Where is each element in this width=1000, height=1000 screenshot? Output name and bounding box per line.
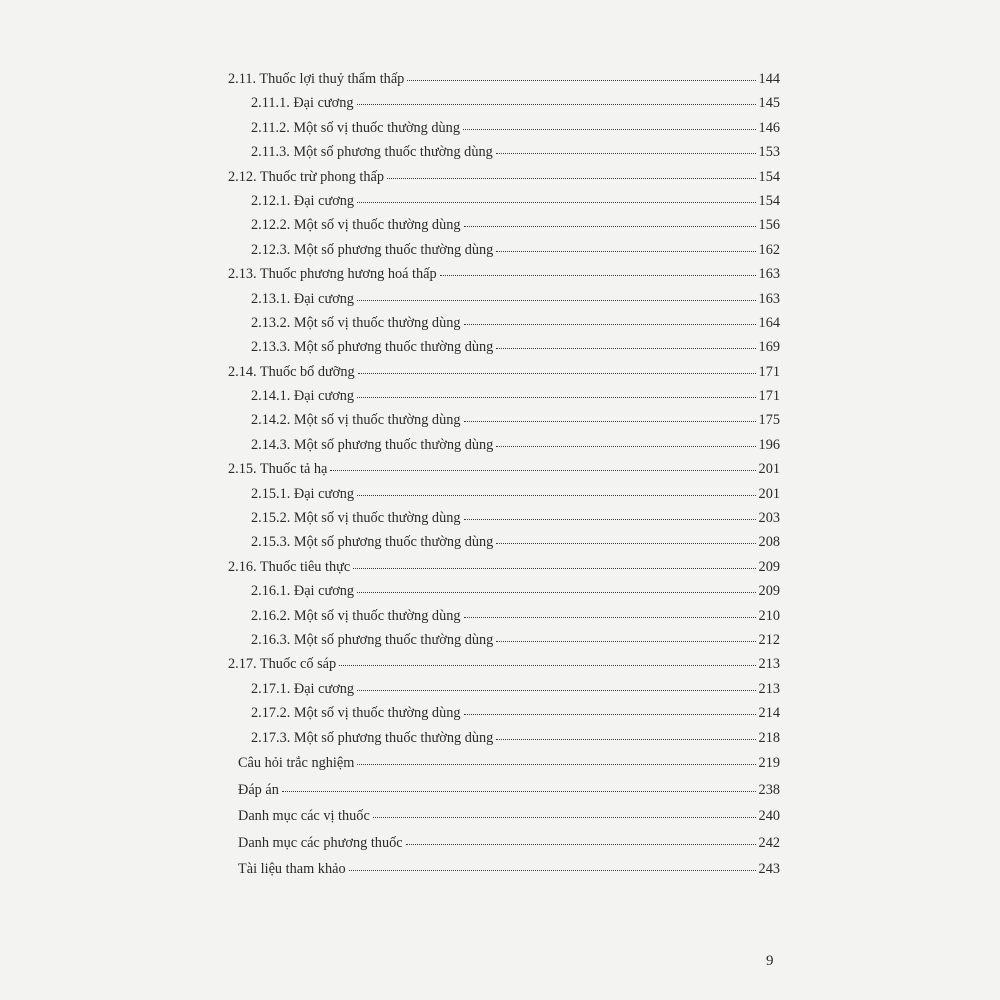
- toc-entry: [228, 287, 780, 311]
- toc-entry: [228, 856, 780, 883]
- toc-entry-page: 203: [758, 510, 780, 527]
- dot-leader: [357, 483, 755, 496]
- toc-entry: [228, 506, 780, 530]
- toc-entry-title: 2.13.3. Một số phương thuốc thường dùng: [251, 339, 494, 356]
- toc-entry: [228, 628, 780, 652]
- toc-entry-title: Danh mục các vị thuốc: [238, 808, 370, 825]
- toc-entry: [228, 677, 780, 701]
- toc-entry-title: 2.17. Thuốc cố sáp: [228, 656, 337, 673]
- dot-leader: [358, 361, 756, 374]
- toc-entry-page: 171: [758, 388, 780, 405]
- toc-entry-title: 2.13.1. Đại cương: [251, 290, 355, 307]
- toc-entry: [228, 457, 780, 481]
- toc-entry-title: Danh mục các phương thuốc: [238, 834, 403, 851]
- toc-entry-title: 2.14.3. Một số phương thuốc thường dùng: [251, 436, 494, 453]
- dot-leader: [496, 141, 756, 154]
- dot-leader: [339, 653, 755, 666]
- toc-entry: [228, 140, 780, 164]
- dot-leader: [496, 336, 755, 349]
- toc-entry-title: 2.15.1. Đại cương: [251, 485, 355, 502]
- toc-entry-page: 240: [758, 808, 780, 825]
- toc-entry-title: 2.13. Thuốc phương hương hoá thấp: [228, 266, 437, 283]
- dot-leader: [349, 858, 756, 871]
- dot-leader: [464, 702, 756, 715]
- toc-entry-title: 2.11.1. Đại cương: [251, 95, 354, 112]
- toc-entry: [228, 530, 780, 554]
- toc-entry-title: 2.15.2. Một số vị thuốc thường dùng: [251, 510, 461, 527]
- toc-entry-title: 2.12. Thuốc trừ phong thấp: [228, 168, 384, 185]
- toc-entry-title: Câu hỏi trắc nghiệm: [238, 754, 355, 771]
- toc-entry: [228, 604, 780, 628]
- toc-entry-page: 209: [758, 558, 780, 575]
- toc-entry-title: 2.11.3. Một số phương thuốc thường dùng: [251, 144, 493, 161]
- toc-entry: [228, 384, 780, 408]
- toc-entry: [228, 555, 780, 579]
- toc-entry-page: 163: [758, 290, 780, 307]
- toc-entry-page: 162: [758, 241, 780, 258]
- dot-leader: [357, 92, 756, 105]
- dot-leader: [357, 385, 755, 398]
- toc-entry-title: 2.17.2. Một số vị thuốc thường dùng: [251, 705, 461, 722]
- toc-entry-title: 2.12.2. Một số vị thuốc thường dùng: [251, 217, 461, 234]
- dot-leader: [406, 832, 756, 845]
- toc-entry-title: Tài liệu tham khảo: [238, 861, 346, 878]
- dot-leader: [496, 629, 755, 642]
- toc-entry-title: 2.17.3. Một số phương thuốc thường dùng: [251, 729, 494, 746]
- toc-entry: [228, 830, 780, 857]
- table-of-contents: [228, 67, 780, 883]
- toc-entry-page: 201: [758, 485, 780, 502]
- dot-leader: [353, 556, 755, 569]
- toc-entry: [228, 777, 780, 804]
- dot-leader: [496, 434, 755, 447]
- toc-entry: [228, 213, 780, 237]
- toc-entry: [228, 750, 780, 777]
- toc-entry: [228, 335, 780, 359]
- dot-leader: [407, 68, 755, 81]
- dot-leader: [357, 678, 755, 691]
- toc-entry: [228, 262, 780, 286]
- toc-entry-title: 2.11.2. Một số vị thuốc thường dùng: [251, 119, 460, 136]
- toc-entry-page: 213: [758, 656, 780, 673]
- toc-entry-page: 242: [758, 834, 780, 851]
- toc-entry: [228, 165, 780, 189]
- dot-leader: [464, 409, 756, 422]
- toc-entry-page: 208: [758, 534, 780, 551]
- toc-entry-page: 196: [758, 436, 780, 453]
- toc-entry-title: 2.12.1. Đại cương: [251, 192, 355, 209]
- toc-entry-title: 2.14.2. Một số vị thuốc thường dùng: [251, 412, 461, 429]
- toc-entry-page: 145: [758, 95, 780, 112]
- dot-leader: [357, 580, 755, 593]
- toc-entry-title: 2.13.2. Một số vị thuốc thường dùng: [251, 314, 461, 331]
- toc-entry: [228, 311, 780, 335]
- toc-entry-title: 2.16. Thuốc tiêu thực: [228, 558, 351, 575]
- dot-leader: [464, 507, 756, 520]
- toc-entry-title: 2.17.1. Đại cương: [251, 680, 355, 697]
- toc-entry-title: 2.11. Thuốc lợi thuỷ thẩm thấp: [228, 71, 405, 87]
- dot-leader: [464, 312, 756, 325]
- toc-entry: [228, 803, 780, 830]
- toc-entry: [228, 189, 780, 213]
- toc-entry: [228, 652, 780, 676]
- toc-entry-title: 2.16.2. Một số vị thuốc thường dùng: [251, 607, 461, 624]
- toc-entry-page: 153: [758, 144, 780, 161]
- toc-entry-page: 146: [758, 119, 780, 136]
- toc-entry-page: 209: [758, 583, 780, 600]
- toc-entry-page: 144: [758, 71, 780, 87]
- dot-leader: [330, 458, 755, 471]
- toc-entry: [228, 726, 780, 750]
- toc-entry: [228, 579, 780, 603]
- dot-leader: [373, 805, 756, 818]
- toc-entry-page: 213: [758, 680, 780, 697]
- toc-entry: [228, 91, 780, 115]
- toc-entry-page: 210: [758, 607, 780, 624]
- toc-entry-title: 2.12.3. Một số phương thuốc thường dùng: [251, 241, 494, 258]
- toc-entry-title: 2.16.3. Một số phương thuốc thường dùng: [251, 631, 494, 648]
- dot-leader: [440, 263, 756, 276]
- toc-entry-page: 238: [758, 781, 780, 798]
- toc-entry-title: 2.15.3. Một số phương thuốc thường dùng: [251, 534, 494, 551]
- dot-leader: [496, 727, 755, 740]
- dot-leader: [464, 214, 756, 227]
- toc-entry-page: 219: [758, 754, 780, 771]
- toc-entry-page: 163: [758, 266, 780, 283]
- toc-entry-page: 154: [758, 192, 780, 209]
- dot-leader: [357, 288, 755, 301]
- toc-entry: [228, 408, 780, 432]
- toc-entry-title: Đáp án: [238, 781, 279, 798]
- toc-entry-page: 154: [758, 168, 780, 185]
- toc-entry: [228, 238, 780, 262]
- toc-entry-page: 156: [758, 217, 780, 234]
- toc-entry-page: 212: [758, 631, 780, 648]
- dot-leader: [357, 752, 755, 765]
- toc-entry: [228, 482, 780, 506]
- page-number: 9: [766, 953, 774, 969]
- dot-leader: [464, 605, 756, 618]
- toc-entry-page: 175: [758, 412, 780, 429]
- toc-entry-title: 2.16.1. Đại cương: [251, 583, 355, 600]
- toc-entry-title: 2.14. Thuốc bổ dưỡng: [228, 363, 355, 380]
- toc-entry: [228, 116, 780, 140]
- toc-entry: [228, 67, 780, 91]
- dot-leader: [282, 779, 756, 792]
- toc-entry-title: 2.14.1. Đại cương: [251, 388, 355, 405]
- toc-entry-title: 2.15. Thuốc tả hạ: [228, 461, 328, 478]
- toc-entry-page: 243: [758, 861, 780, 878]
- toc-entry-page: 218: [758, 729, 780, 746]
- dot-leader: [496, 239, 755, 252]
- toc-entry-page: 171: [758, 363, 780, 380]
- dot-leader: [357, 190, 755, 203]
- toc-entry-page: 169: [758, 339, 780, 356]
- toc-entry-page: 214: [758, 705, 780, 722]
- dot-leader: [463, 117, 756, 130]
- toc-entry: [228, 701, 780, 725]
- toc-entry: [228, 433, 780, 457]
- toc-entry-page: 164: [758, 314, 780, 331]
- toc-entry: [228, 360, 780, 384]
- dot-leader: [496, 531, 755, 544]
- dot-leader: [387, 166, 756, 179]
- toc-entry-page: 201: [758, 461, 780, 478]
